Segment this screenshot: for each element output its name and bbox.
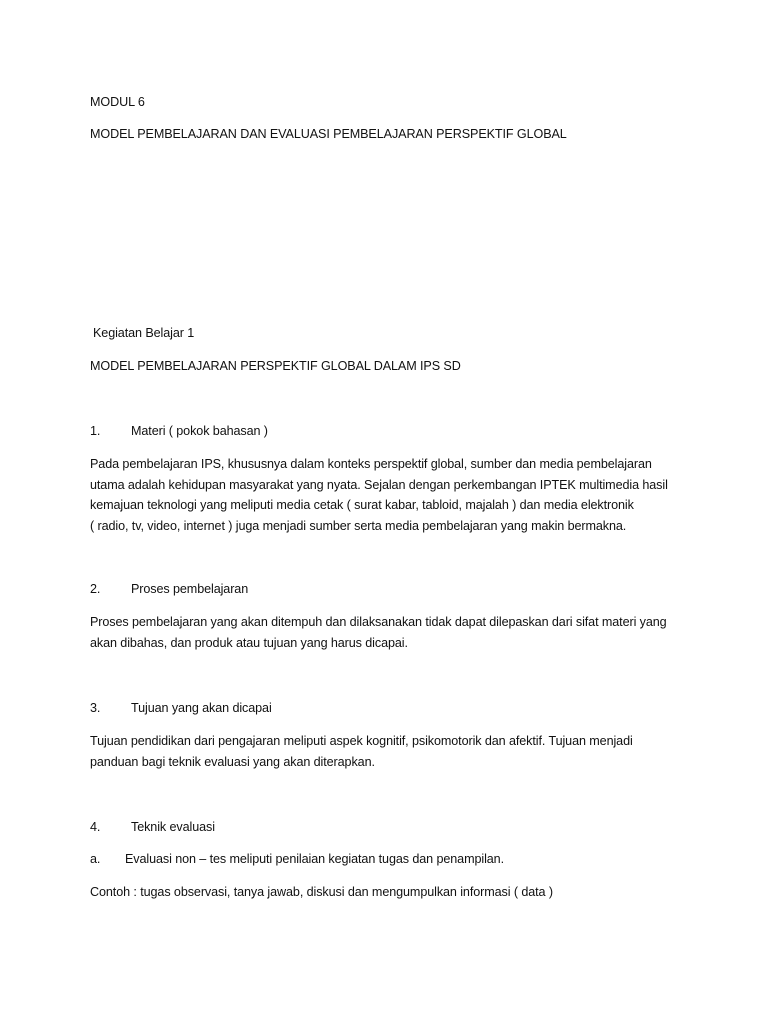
section-number: 1.	[90, 424, 101, 438]
section-paragraph-2	[90, 612, 680, 653]
section-paragraph-1	[90, 454, 680, 536]
paragraph-line: Tujuan pendidikan dari pengajaran meliputi aspek kognitif, psikomotorik dan afektif. Tujuan menjadi	[90, 734, 633, 748]
section-number: 2.	[90, 582, 101, 596]
section-number: 3.	[90, 701, 101, 715]
section-heading-text: Materi ( pokok bahasan )	[131, 424, 268, 438]
paragraph-line: Proses pembelajaran yang akan ditempuh dan dilaksanakan tidak dapat dilepaskan dari sifat materi yang	[90, 615, 667, 629]
paragraph-line: ( radio, tv, video, internet ) juga menjadi sumber serta media pembelajaran yang makin bermakna.	[90, 518, 627, 533]
section-heading-4	[90, 817, 215, 837]
paragraph-line: utama adalah kehidupan masyarakat yang nyata. Sejalan dengan perkembangan IPTEK multimedia hasil	[90, 477, 668, 492]
paragraph-line: Pada pembelajaran IPS, khususnya dalam konteks perspektif global, sumber dan media pembelajaran	[90, 457, 652, 471]
paragraph-line: panduan bagi teknik evaluasi yang akan diterapkan.	[90, 754, 375, 769]
kegiatan-label: Kegiatan Belajar 1	[93, 326, 195, 340]
section-number: 4.	[90, 820, 101, 834]
example-line: Contoh : tugas observasi, tanya jawab, diskusi dan mengumpulkan informasi ( data )	[90, 885, 553, 899]
section-heading-1	[90, 421, 268, 441]
subitem-text: Evaluasi non – tes meliputi penilaian kegiatan tugas dan penampilan.	[125, 852, 504, 866]
modul-label: MODUL 6	[90, 95, 145, 109]
section-heading-text: Teknik evaluasi	[131, 820, 215, 834]
paragraph-line: akan dibahas, dan produk atau tujuan yang harus dicapai.	[90, 635, 408, 650]
document-title: MODEL PEMBELAJARAN DAN EVALUASI PEMBELAJARAN PERSPEKTIF GLOBAL	[90, 127, 567, 141]
subitem-letter: a.	[90, 852, 101, 866]
paragraph-line: kemajuan teknologi yang meliputi media cetak ( surat kabar, tabloid, majalah ) dan media elektronik	[90, 498, 634, 512]
subitem-a	[90, 849, 504, 869]
section-paragraph-3	[90, 731, 680, 772]
section-heading-text: Proses pembelajaran	[131, 582, 249, 596]
section-heading-2	[90, 579, 248, 599]
section-heading-text: Tujuan yang akan dicapai	[131, 701, 272, 715]
section-heading-3	[90, 698, 272, 718]
document-subtitle: MODEL PEMBELAJARAN PERSPEKTIF GLOBAL DALAM IPS SD	[90, 359, 461, 373]
